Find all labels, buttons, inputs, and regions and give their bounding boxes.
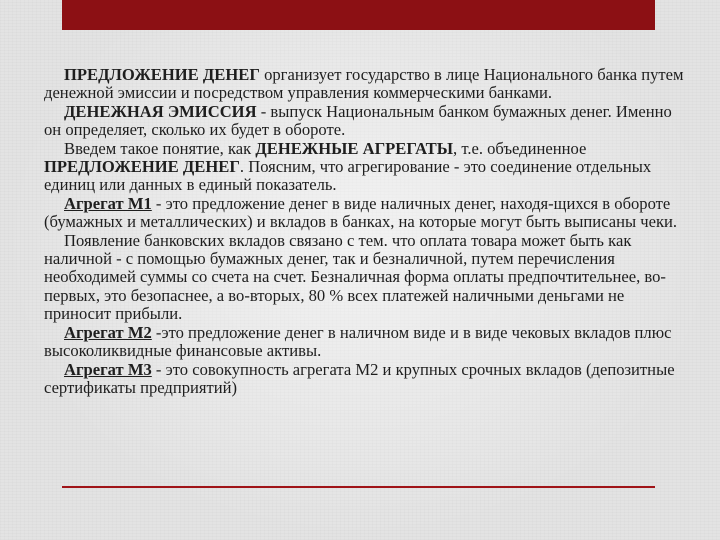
top-accent-bar bbox=[62, 0, 655, 30]
paragraph-text: Появление банковских вкладов связано с тем. что оплата товара может быть как наличной - с помощью бумажных денег, так и безналичной, путем перечисления необходимей суммы со счета на счет. Безналичная форма оплаты предпочтительнее, во-первых, это безопаснее, а во-вторых, 80 % всех платежей наличными деньгами не приносит прибыли. bbox=[44, 230, 666, 324]
paragraph-text: - это предложение денег в виде наличных денег, находя-щихся в обороте (бумажных и металлических) и вкладов в банках, на которые могут быть выписаны чеки. bbox=[44, 193, 678, 232]
paragraph-aggregate-m1 bbox=[44, 195, 690, 232]
paragraph-text: - выпуск Национальным банком бумажных денег. Именно он определяет, сколько их будет в обороте. bbox=[44, 101, 672, 140]
paragraph-aggregate-m2 bbox=[44, 324, 690, 361]
term-aggregate-m3: Агрегат М3 bbox=[64, 359, 152, 379]
paragraph-text: - это совокупность агрегата М2 и крупных срочных вкладов (депозитные сертификаты предприятий) bbox=[44, 359, 675, 397]
term-monetary-aggregates: ДЕНЕЖНЫЕ АГРЕГАТЫ bbox=[255, 138, 454, 158]
paragraph-text: . Поясним, что агрегирование - это соединение отдельных единиц или данных в единый показатель. bbox=[44, 157, 652, 195]
paragraph-text: -это предложение денег в наличном виде и в виде чековых вкладов плюс высоколиквидные финансовые активы. bbox=[44, 322, 672, 361]
paragraph-money-supply bbox=[44, 66, 690, 103]
paragraph-money-emission bbox=[44, 103, 690, 140]
term-aggregate-m2: Агрегат М2 bbox=[64, 322, 152, 342]
bottom-divider bbox=[62, 486, 655, 488]
paragraph-bank-deposits bbox=[44, 232, 690, 324]
paragraph-text: , т.е. объединенное bbox=[453, 138, 587, 158]
paragraph-aggregate-m3 bbox=[44, 361, 690, 398]
term-money-emission: ДЕНЕЖНАЯ ЭМИССИЯ bbox=[64, 101, 257, 121]
paragraph-monetary-aggregates bbox=[44, 140, 690, 195]
term-money-supply: ПРЕДЛОЖЕНИЕ ДЕНЕГ bbox=[44, 157, 240, 177]
slide-body bbox=[44, 66, 690, 397]
term-money-supply: ПРЕДЛОЖЕНИЕ ДЕНЕГ bbox=[64, 65, 260, 84]
paragraph-text: организует государство в лице Национального банка путем денежной эмиссии и посредством управления коммерческими банками. bbox=[44, 65, 684, 103]
term-aggregate-m1: Агрегат М1 bbox=[64, 193, 152, 213]
paragraph-text: Введем такое понятие, как bbox=[64, 138, 256, 158]
